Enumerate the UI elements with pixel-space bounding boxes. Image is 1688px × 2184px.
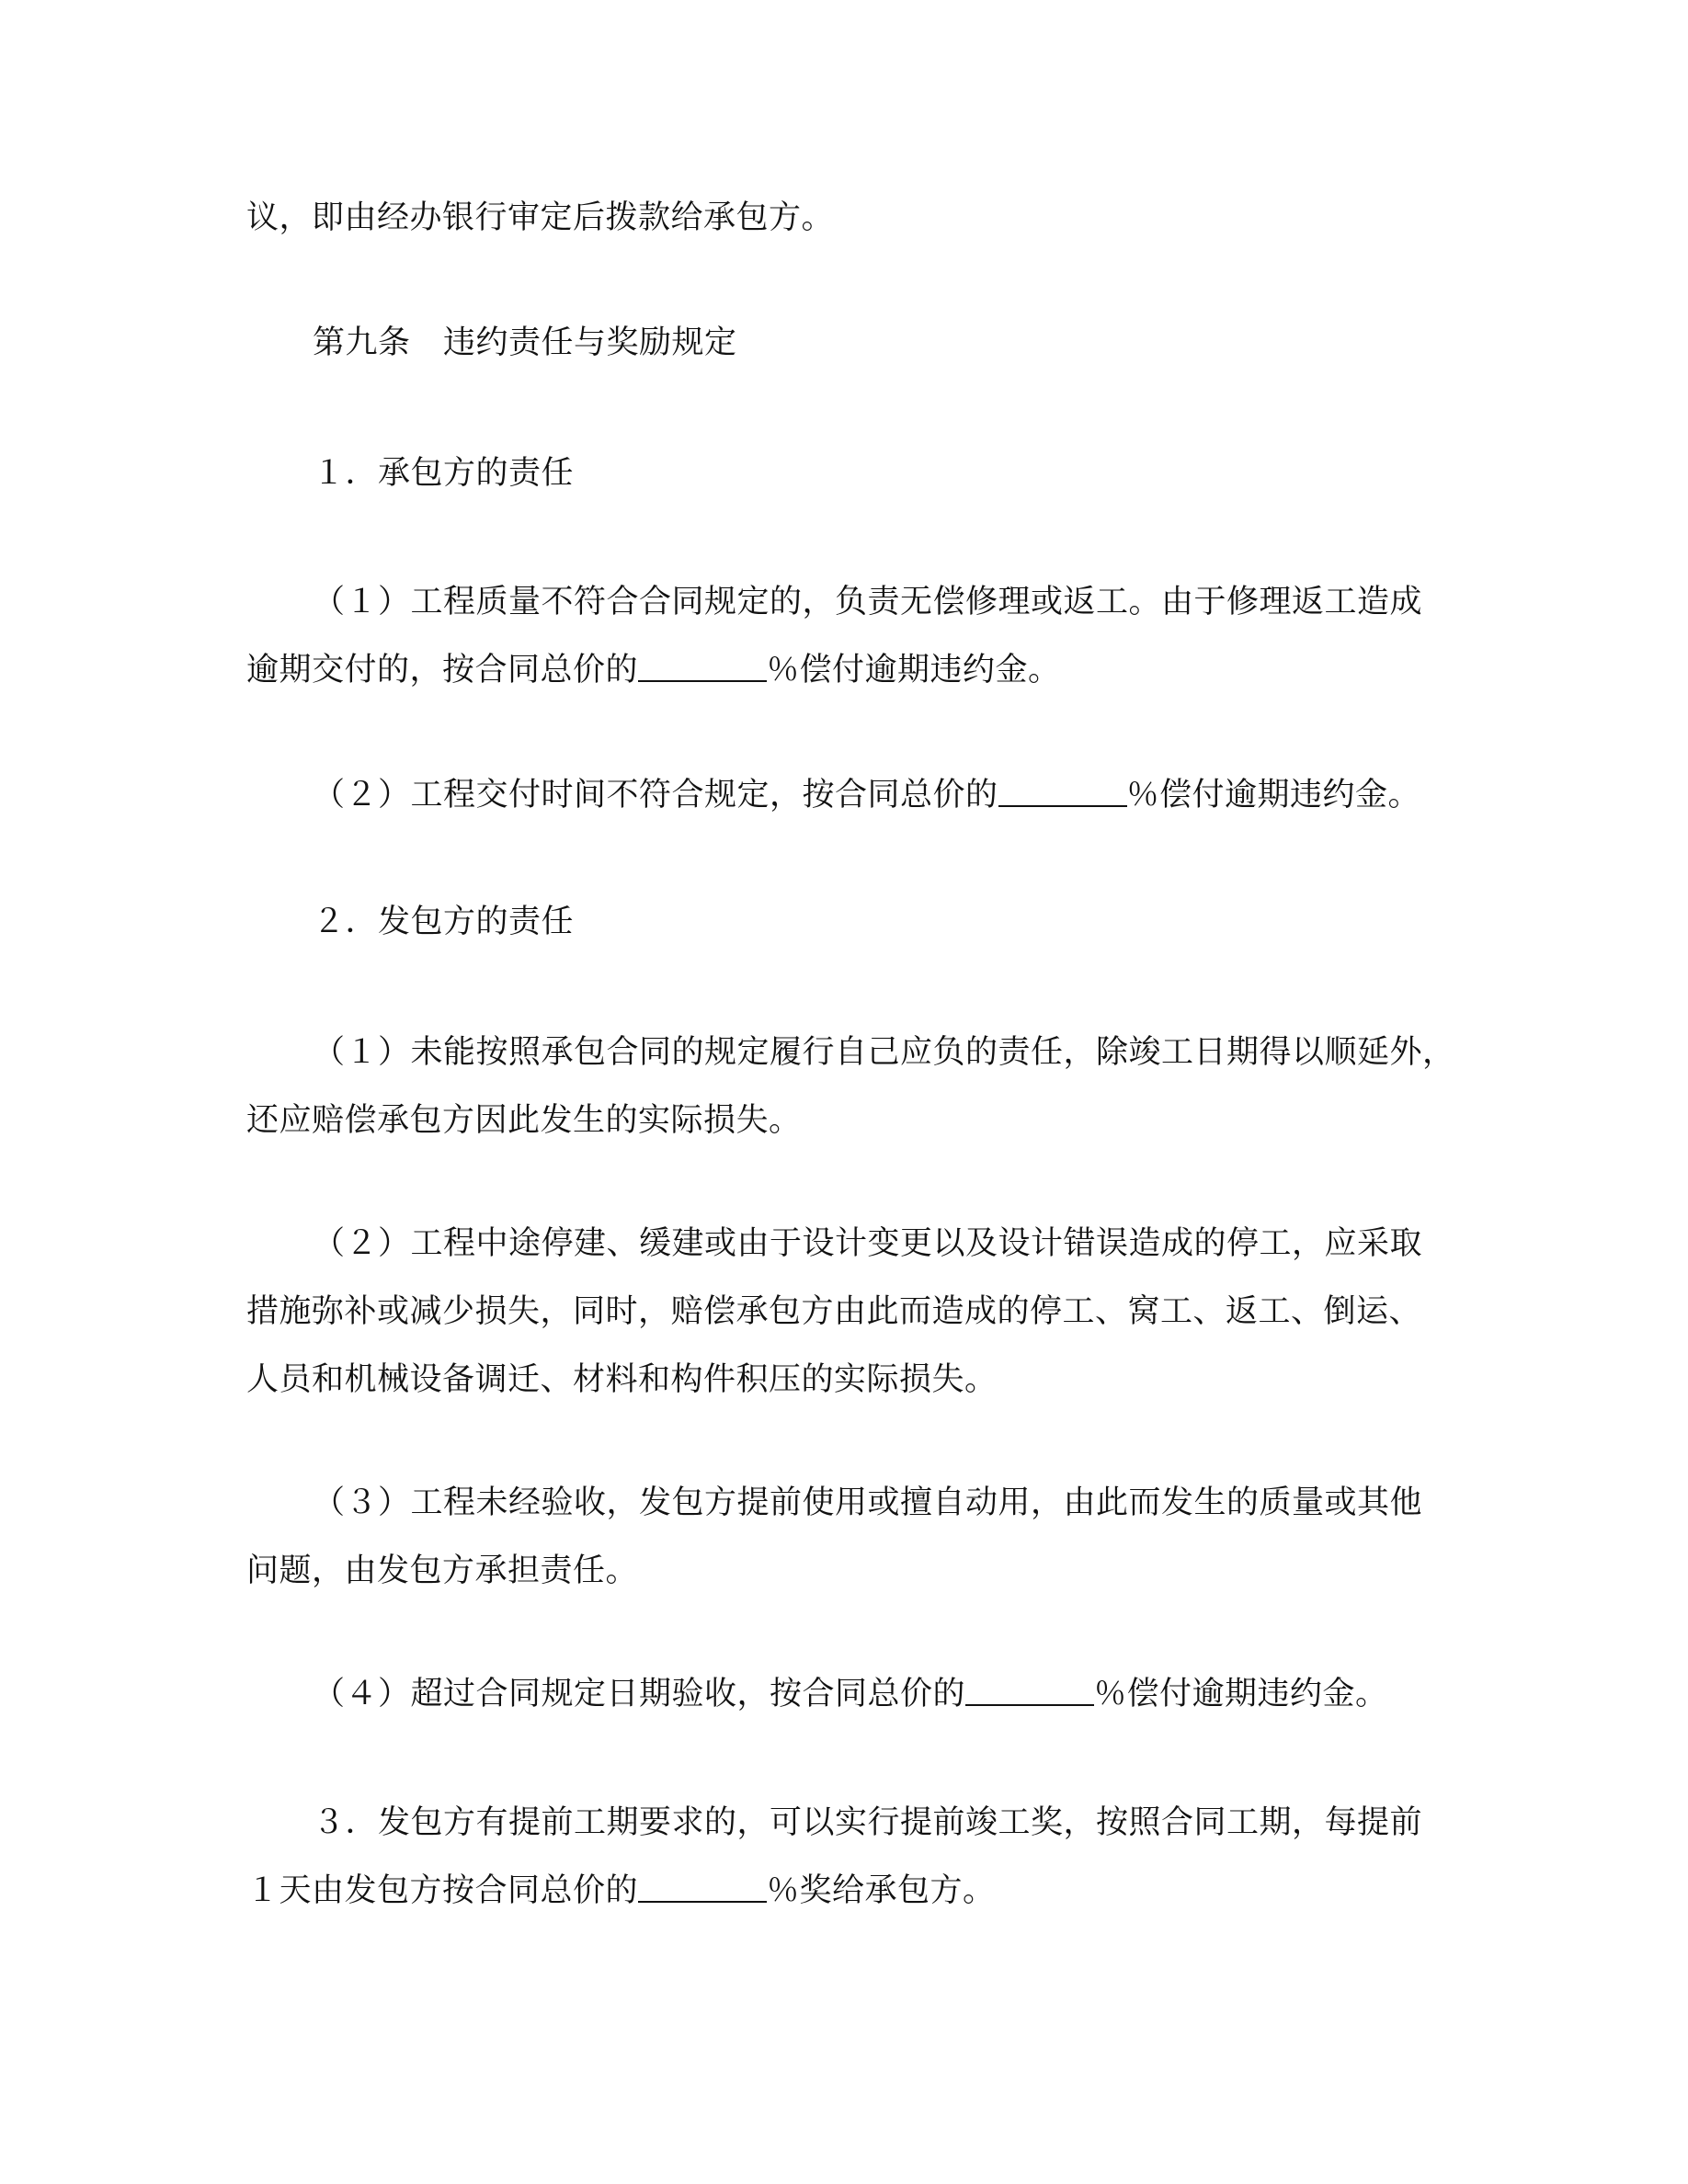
fill-blank (638, 653, 767, 682)
text-line: ％偿付逾期违约金。 (1126, 777, 1421, 813)
clause-owner-2 (246, 1210, 1442, 1414)
article-title (313, 309, 1508, 377)
section-title-owner (313, 888, 1508, 956)
text-line: 议，即由经办银行审定后拨款给承包方。 (246, 199, 835, 236)
clause-owner-1 (246, 1018, 1455, 1155)
text-line: ２．发包方的责任 (313, 904, 575, 940)
text-line: 还应赔偿承包方因此发生的实际损失。 (246, 1102, 802, 1139)
text-line: ％偿付逾期违约金。 (767, 652, 1061, 688)
text-line: 第九条 违约责任与奖励规定 (313, 324, 737, 361)
fill-blank (965, 1677, 1094, 1706)
clause-contractor-1 (246, 568, 1442, 704)
clause-owner-4 (313, 1660, 1508, 1728)
text-line: 人员和机械设备调迁、材料和构件积压的实际损失。 (246, 1361, 998, 1398)
clause-early-completion-bonus (246, 1789, 1442, 1925)
paragraph-continuation (246, 184, 1442, 252)
text-line: （３）工程未经验收，发包方提前使用或擅自动用，由此而发生的质量或其他 (313, 1484, 1423, 1521)
text-line: （２）工程交付时间不符合规定，按合同总价的 (313, 777, 998, 813)
text-line: ％偿付逾期违约金。 (1094, 1676, 1388, 1712)
text-line: 逾期交付的，按合同总价的 (246, 652, 639, 688)
text-line: ３．发包方有提前工期要求的，可以实行提前竣工奖，按照合同工期，每提前 (313, 1804, 1423, 1841)
text-line: （１）工程质量不符合合同规定的，负责无偿修理或返工。由于修理返工造成 (313, 584, 1423, 620)
text-line: （２）工程中途停建、缓建或由于设计变更以及设计错误造成的停工，应采取 (313, 1225, 1423, 1262)
text-line: ％奖给承包方。 (767, 1872, 996, 1909)
fill-blank (998, 778, 1127, 807)
text-line: 措施弥补或减少损失，同时，赔偿承包方由此而造成的停工、窝工、返工、倒运、 (246, 1293, 1422, 1330)
section-title-contractor (313, 439, 1508, 507)
clause-owner-3 (246, 1469, 1442, 1605)
text-line: １天由发包方按合同总价的 (246, 1872, 639, 1909)
text-line: （４）超过合同规定日期验收，按合同总价的 (313, 1676, 966, 1712)
clause-contractor-2 (313, 761, 1508, 829)
text-line: （１）未能按照承包合同的规定履行自己应负的责任，除竣工日期得以顺延外， (313, 1034, 1455, 1071)
text-line: 问题，由发包方承担责任。 (246, 1553, 639, 1589)
text-line: １．承包方的责任 (313, 455, 575, 492)
fill-blank (638, 1873, 767, 1903)
